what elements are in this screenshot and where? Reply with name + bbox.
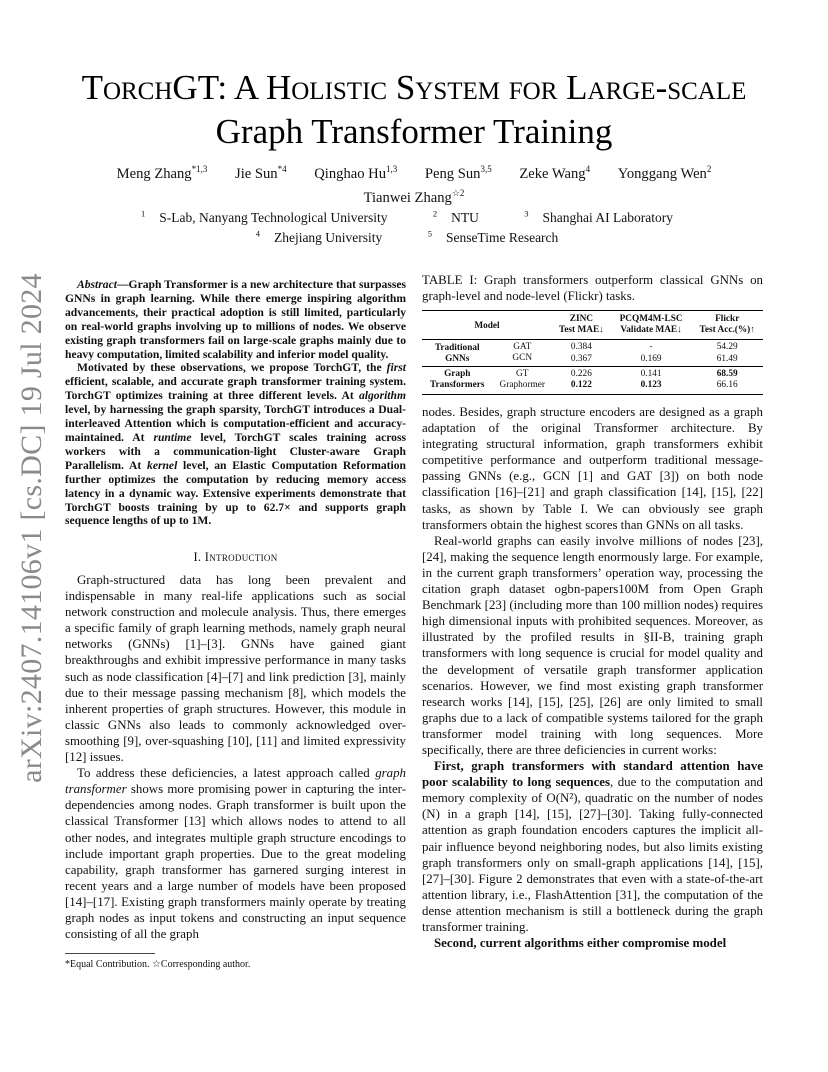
pcq-value: 0.141 xyxy=(640,369,662,379)
author: Meng Zhang$^{*1,3}$ xyxy=(116,164,208,182)
author: Yonggang Wen$^2$ xyxy=(617,164,712,182)
arxiv-sidebar xyxy=(7,273,57,783)
right-paragraph-1: nodes. Besides, graph structure encoders are designed as a graph adaptation of the original Transformer architecture. By integrating structural information, graph transformers exhibit competitive performance and outperform traditional message-passing GNNs (e.g., GCN [1] and GAT [3]) on both node classification [16]–[21] and graph classification [14], [15], [22] tasks, as shown by Table I. We can obviously see graph transformers obtain the highest scores than GNNs on all tasks. xyxy=(422,405,763,532)
zinc-value: 0.226 xyxy=(570,369,592,379)
arxiv-identifier: arXiv:2407.14106v1 [cs.DC] 19 Jul 2024 xyxy=(15,273,49,783)
flickr-value: 68.59 xyxy=(716,369,738,379)
col-subheader-flickr: Test Acc.(%)↑ xyxy=(699,325,755,335)
intro-paragraph-2: To address these deficiencies, a latest approach called graph transformer shows more promising power in capturing the inter-dependencies among nodes. Graph transformer is built upon the classical Transformer [13] which allows nodes to attend to all other nodes, and integrates multiple graph structure encodings to include important graph properties. Due to the great modeling capability, graph transformer has garnered surging interest in recent years and a large number of models have been proposed [14]–[17]. Existing graph transformers mainly operate by treating graph nodes as input tokens and constructing an input sequence consisting of all the graph xyxy=(65,766,406,942)
affiliation-list xyxy=(100,205,728,246)
abstract-paragraph-2: Motivated by these observations, we propose TorchGT, the first efficient, scalable, and accurate graph transformer training system. TorchGT optimizes training at three different levels. At algorithm level, by harnessing the graph sparsity, TorchGT introduces a Dual-interleaved Attention which is computation-efficient and accuracy-maintained. At runtime level, TorchGT scales training across workers with a communication-light Cluster-aware Graph Parallelism. At kernel level, an Elastic Computation Reformation further optimizes the computation by reducing memory access latency in a dynamic way. Extensive experiments demonstrate that TorchGT boosts training by up to 62.7× and supports graph sequence lengths of up to 1M. xyxy=(65,361,407,528)
pcq-value: - xyxy=(649,342,653,352)
paper-title xyxy=(60,66,768,154)
pcq-value: 0.169 xyxy=(640,354,662,364)
affiliation: $^1$ S-Lab, Nanyang Technological University xyxy=(141,208,388,225)
group-label: Graph xyxy=(444,369,471,379)
flickr-value: 66.16 xyxy=(716,380,738,390)
author: Jie Sun$^{*4}$ xyxy=(235,164,287,182)
section-heading-introduction: I. Introduction xyxy=(193,550,278,564)
introduction-right-column xyxy=(422,404,763,951)
model-name: GCN xyxy=(512,353,533,363)
introduction-left-column xyxy=(65,572,406,942)
col-subheader-zinc: Test MAE↓ xyxy=(558,325,604,335)
right-paragraph-4: Second, current algorithms either compromise model xyxy=(434,936,727,951)
col-header-model: Model xyxy=(474,321,500,331)
col-header-pcq: PCQM4M-LSC xyxy=(619,314,683,324)
results-table xyxy=(422,310,763,395)
title-line-2: Graph Transformer Training xyxy=(215,112,613,151)
zinc-value: 0.122 xyxy=(570,380,592,390)
zinc-value: 0.367 xyxy=(570,354,592,364)
right-paragraph-3: First, graph transformers with standard attention have poor scalability to long sequences, due to the computation and memory complexity of O(N²), quadratic on the number of nodes (N) in a graph [14], [15], [27]–[30]. Taking fully-connected attention as graph foundation encoders captures the implicit all-pair influence beyond neighboring nodes, but also limits existing graph transformers only on small-graph applications [14], [15], [27]–[30]. Figure 2 demonstrates that even with a state-of-the-art attention library, i.e., FlashAttention [31], the computation of the dense attention mechanism is still a bottleneck during the graph transformer training. xyxy=(422,759,763,934)
affiliation: $^5$ SenseTime Research xyxy=(427,228,559,245)
col-header-flickr: Flickr xyxy=(715,314,740,324)
footnote-rule xyxy=(65,953,155,954)
table-row: Traditional GNNs GAT 0.384 - 54.29 xyxy=(422,340,763,354)
affiliation: $^3$ Shanghai AI Laboratory xyxy=(524,208,673,225)
author: Tianwei Zhang$^{☆2}$ xyxy=(363,187,465,206)
title-line-1: TorchGT: A Holistic System for Large-scale xyxy=(81,68,747,107)
zinc-value: 0.384 xyxy=(570,342,592,352)
flickr-value: 61.49 xyxy=(716,354,738,364)
model-name: GAT xyxy=(513,342,532,352)
author: Zeke Wang$^4$ xyxy=(519,164,591,182)
right-paragraph-2: Real-world graphs can easily involve millions of nodes [23], [24], making the sequence length enormously large. For example, in the current graph transformers’ operation way, processing the citation graph dataset ogbn-papers100M from Open Graph Benchmark [23] (including more than 100 million nodes) requires high dimensional inputs with prohibited sequences. Moreover, as illustrated by the profiled results in §II-B, training graph transformers with long sequence is crucial for model quality and the development of versatile graph transformer application scenarios. However, we find most existing graph transformer research works [14], [15], [25], [26] are only limited to small graphs due to a lack of compatible systems tailored for the graph transformer model training with long sequences. More specifically, there are three deficiencies in current works: xyxy=(422,533,763,757)
affiliation: $^4$ Zhejiang University xyxy=(255,228,383,245)
col-subheader-pcq: Validate MAE↓ xyxy=(620,325,682,335)
table-caption: TABLE I: Graph transformers outperform classical GNNs on graph-level and node-level (Flickr) tasks. xyxy=(422,273,763,304)
abstract-paragraph-1: Abstract—Graph Transformer is a new architecture that surpasses GNNs in graph learning. While there emerge inspiring algorithm advancements, their practical adoption is still limited, particularly on real-world graphs involving up to millions of nodes. We observe existing graph transformers fail on large-scale graphs mainly due to heavy computation, limited scalability and inferior model quality. xyxy=(65,278,406,361)
table-row: Graph Transformers GT 0.226 0.141 68.59 xyxy=(422,367,763,381)
group-label: Traditional xyxy=(434,343,480,353)
flickr-value: 54.29 xyxy=(716,342,738,352)
footnote: *Equal Contribution. ☆Corresponding author. xyxy=(65,959,251,970)
model-name: GT xyxy=(516,369,529,379)
intro-paragraph-1: Graph-structured data has long been prevalent and indispensable in many real-life applications such as social network construction and molecule analysis. Thus, there emerges a specific family of graph learning methods, namely graph neural networks (GNNs) [1]–[3]. GNNs have gained giant breakthroughs and exhibit impressive performance in many tasks such as node classification [4]–[7] and link prediction [3], mainly due to their message passing mechanism [8], which models the inherent properties of graph structures. However, this module in classic GNNs also leads to commonly acknowledged over-smoothing [9], over-squashing [10], [11] and limited expressivity [12] issues. xyxy=(65,573,406,765)
model-name: Graphormer xyxy=(499,380,545,390)
affiliation: $^2$ NTU xyxy=(432,208,479,225)
author: Peng Sun$^{3,5}$ xyxy=(424,164,492,182)
abstract-label: Abstract xyxy=(77,278,117,291)
abstract xyxy=(65,278,406,528)
author-list xyxy=(80,160,748,208)
col-header-zinc: ZINC xyxy=(569,314,593,324)
pcq-value: 0.123 xyxy=(640,380,662,390)
author: Qinghao Hu$^{1,3}$ xyxy=(314,164,398,182)
